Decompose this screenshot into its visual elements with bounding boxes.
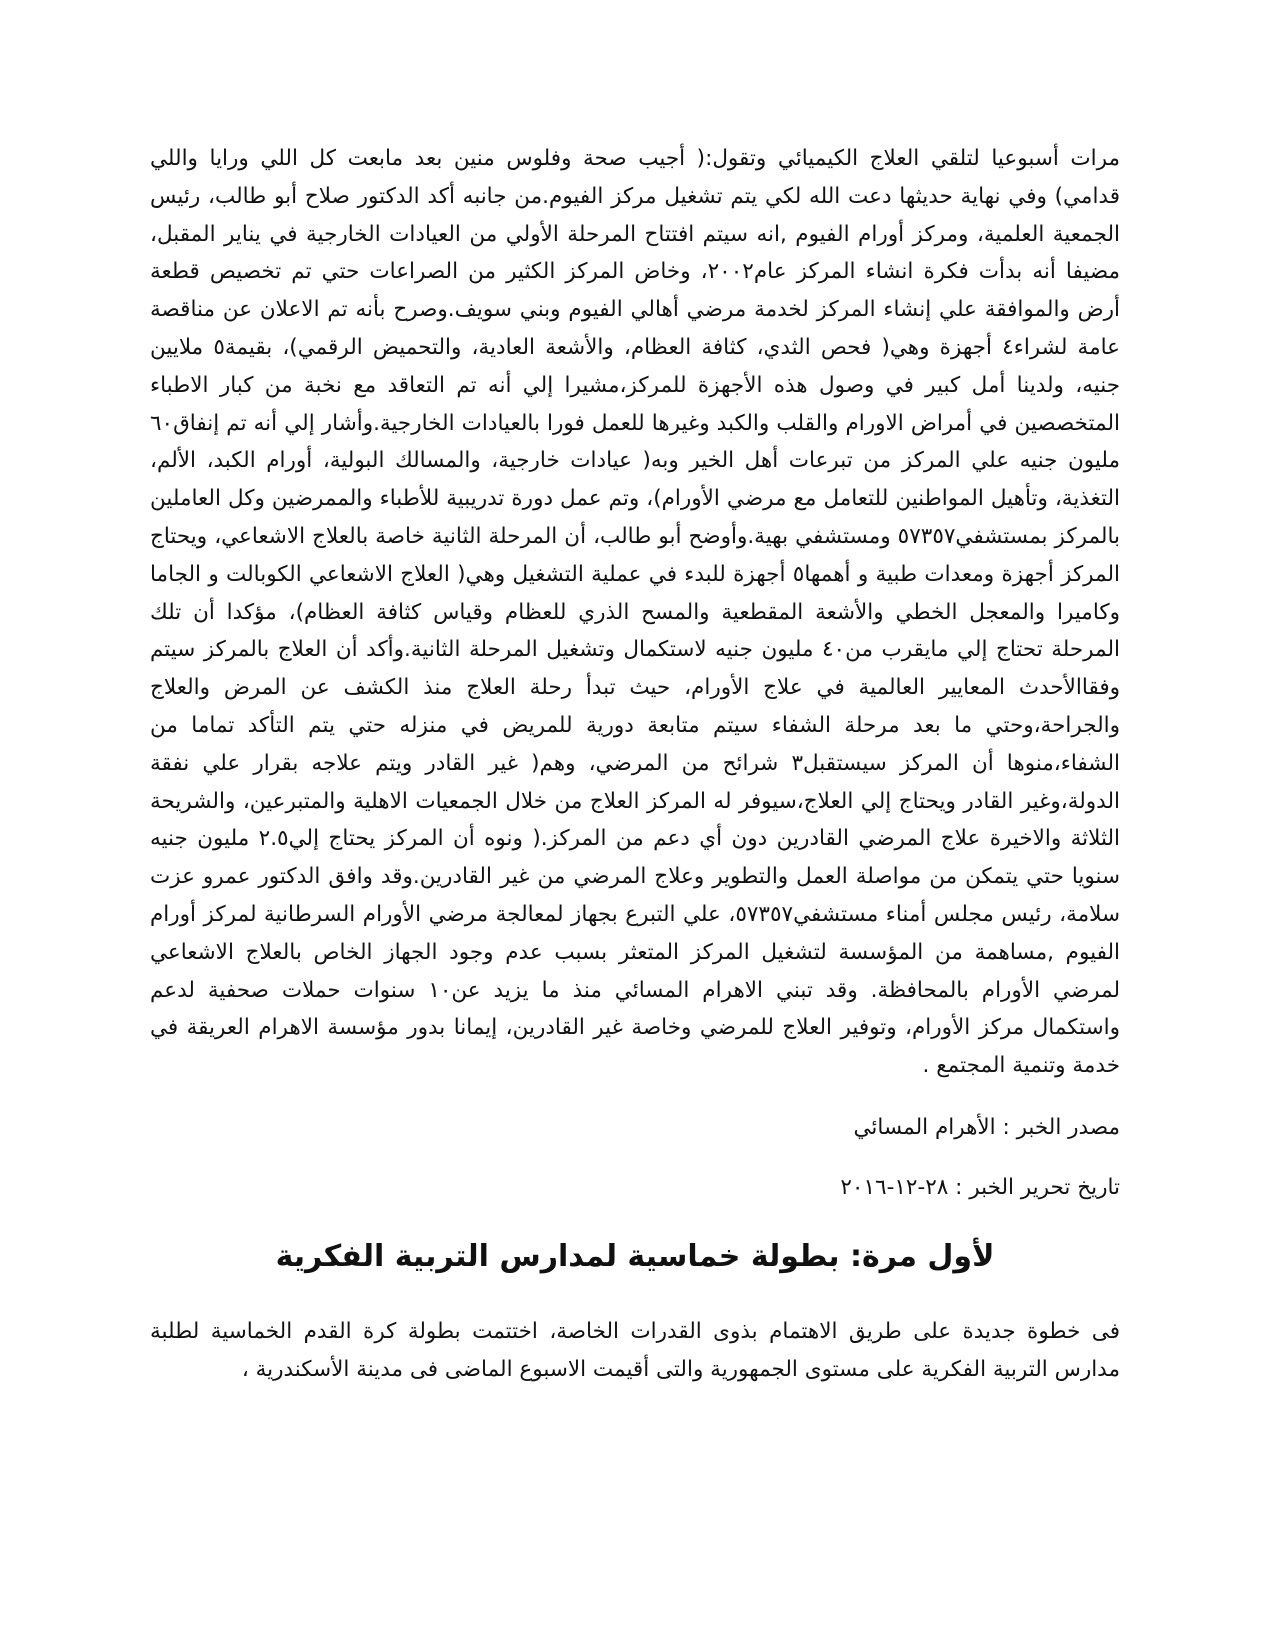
article-title: لأول مرة: بطولة خماسية لمدارس التربية الفكرية bbox=[275, 1238, 995, 1274]
page-content bbox=[150, 140, 1120, 1389]
news-source-line: مصدر الخبر : الأهرام المسائي bbox=[853, 1114, 1120, 1140]
article-body-paragraph: مرات أسبوعيا لتلقي العلاج الكيميائي وتقول:( أجيب صحة وفلوس منين بعد مابعت كل اللي ورايا واللي قدامي) وفي نهاية حديثها دعت الله لكي يتم تشغيل مركز الفيوم.من جانبه أكد الدكتور صلاح أبو طالب، رئيس الجمعية العلمية، ومركز أورام الفيوم ,انه سيتم افتتاح المرحلة الأولي من العيادات الخارجية في يناير المقبل، مضيفا أنه بدأت فكرة انشاء المركز عام٢٠٠٢، وخاض المركز الكثير من الصراعات حتي تم تخصيص قطعة أرض والموافقة علي إنشاء المركز لخدمة مرضي أهالي الفيوم وبني سويف.وصرح بأنه تم الاعلان عن مناقصة عامة لشراء٤ أجهزة وهي( فحص الثدي، كثافة العظام، والأشعة العادية، والتحميض الرقمي)، بقيمة٥ ملايين جنيه، ولدينا أمل كبير في وصول هذه الأجهزة للمركز،مشيرا إلي أنه تم التعاقد مع نخبة من كبار الاطباء المتخصصين في أمراض الاورام والقلب والكبد وغيرها للعمل فورا بالعيادات الخارجية.وأشار إلي أنه تم إنفاق٦٠ مليون جنيه علي المركز من تبرعات أهل الخير وبه( عيادات خارجية، والمسالك البولية، أورام الكبد، الألم، التغذية، وتأهيل المواطنين للتعامل مع مرضي الأورام)، وتم عمل دورة تدريبية للأطباء والممرضين وكل العاملين بالمركز بمستشفي٥٧٣٥٧ ومستشفي بهية.وأوضح أبو طالب، أن المرحلة الثانية خاصة بالعلاج الاشعاعي، ويحتاج المركز أجهزة ومعدات طبية و أهمها٥ أجهزة للبدء في عملية التشغيل وهي( العلاج الاشعاعي الكوبالت و الجاما وكاميرا والمعجل الخطي والأشعة المقطعية والمسح الذري للعظام وقياس كثافة العظام)، مؤكدا أن تلك المرحلة تحتاج إلي مايقرب من٤٠ مليون جنيه لاستكمال وتشغيل المرحلة الثانية.وأكد أن العلاج بالمركز سيتم وفقاالأحدث المعايير العالمية في علاج الأورام، حيث تبدأ رحلة العلاج منذ الكشف عن المرض والعلاج والجراحة،وحتي ما بعد مرحلة الشفاء سيتم متابعة دورية للمريض في منزله حتي يتم التأكد تماما من الشفاء،منوها أن المركز سيستقبل٣ شرائح من المرضي، وهم( غير القادر ويتم علاجه بقرار علي نفقة الدولة،وغير القادر ويحتاج إلي العلاج،سيوفر له المركز العلاج من خلال الجمعيات الاهلية والمتبرعين، والشريحة الثلاثة والاخيرة علاج المرضي القادرين دون أي دعم من المركز.( ونوه أن المركز يحتاج إلي٢.٥ مليون جنيه سنويا حتي يتمكن من مواصلة العمل والتطوير وعلاج المرضي من غير القادرين.وقد وافق الدكتور عمرو عزت سلامة، رئيس مجلس أمناء مستشفي٥٧٣٥٧، علي التبرع بجهاز لمعالجة مرضي الأورام السرطانية لمركز أورام الفيوم ,مساهمة من المؤسسة لتشغيل المركز المتعثر بسبب عدم وجود الجهاز الخاص بالعلاج الاشعاعي لمرضي الأورام بالمحافظة. وقد تبني الاهرام المسائي منذ ما يزيد عن١٠ سنوات حملات صحفية لدعم واستكمال مركز الأورام، وتوفير العلاج للمرضي وخاصة غير القادرين، إيمانا بدور مؤسسة الاهرام العريقة في خدمة وتنمية المجتمع . bbox=[150, 146, 1121, 1079]
news-date-line: تاريخ تحرير الخبر : ٢٨-١٢-٢٠١٦ bbox=[840, 1174, 1120, 1200]
article-intro-paragraph: فى خطوة جديدة على طريق الاهتمام بذوى القدرات الخاصة، اختتمت بطولة كرة القدم الخماسية لطلبة مدارس التربية الفكرية على مستوى الجمهورية والتى أقيمت الاسبوع الماضى فى مدينة الأسكندرية ، bbox=[150, 1318, 1120, 1382]
